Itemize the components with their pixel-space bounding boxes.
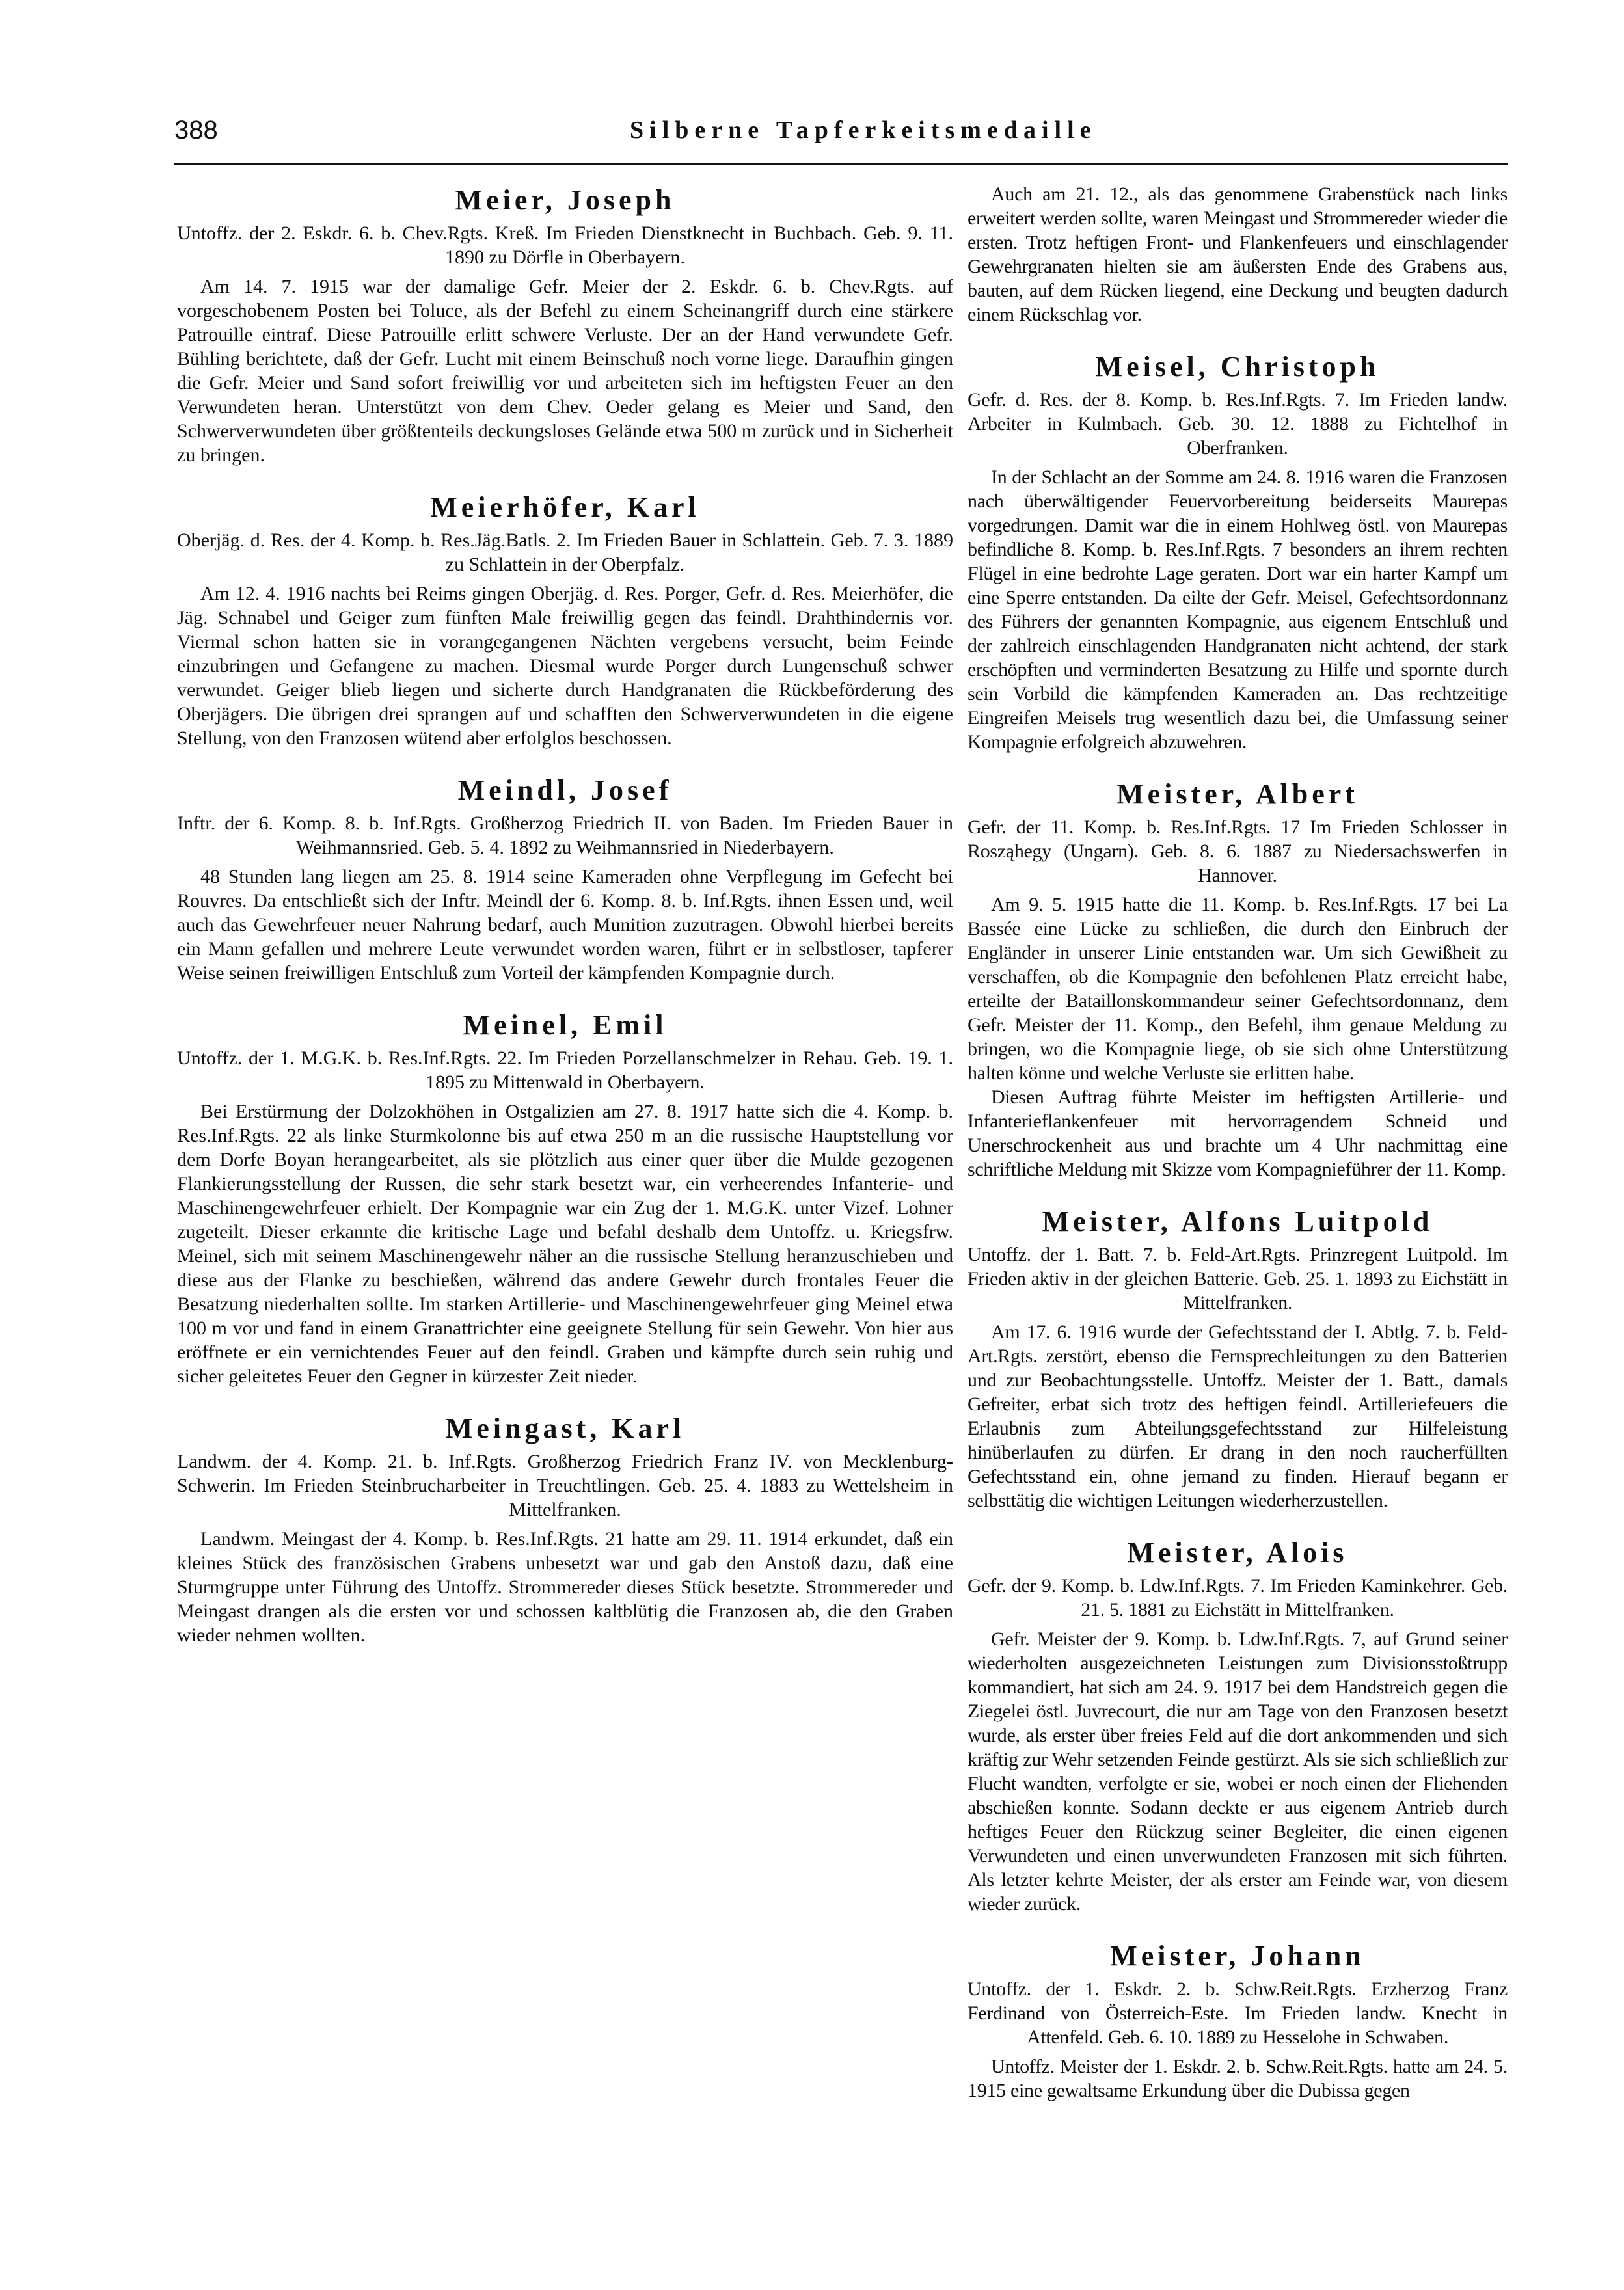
right-column (968, 182, 1508, 2103)
entry-name: Meister, Johann (1110, 1940, 1365, 1972)
entry-name: Meister, Alois (1127, 1537, 1348, 1569)
entry-info: Landwm. der 4. Komp. 21. b. Inf.Rgts. Großherzog Friedrich Franz IV. von Mecklenburg-Schwerin. Im Frieden Steinbrucharbeiter in Treuchtlingen. Geb. 25. 4. 1883 zu Wettelsheim in Mittelfranken. (177, 1451, 953, 1520)
entry-body: Am 14. 7. 1915 war der damalige Gefr. Meier der 2. Eskdr. 6. b. Chev.Rgts. auf vorgeschobenem Posten bei Toluce, als der Befehl zu einem Scheinangriff durch eine stärkere Patrouille eintraf. Diese Patrouille erlitt schwere Verluste. Der an der Hand verwundete Gefr. Bühling berichtete, daß der Gefr. Lucht mit einem Beinschuß noch vorne liege. Daraufhin gingen die Gefr. Meier und Sand sofort freiwillig vor und arbeiteten sich im heftigsten Feuer an den Verwundeten heran. Unterstützt von dem Chev. Oeder gelang es Meier und Sand, den Schwerverwundeten über größtenteils deckungsloses Gelände etwa 500 m zurück und in Sicherheit zu bringen. (177, 276, 953, 466)
header-rule (174, 163, 1508, 165)
entry (968, 349, 1508, 754)
entry-info: Gefr. der 9. Komp. b. Ldw.Inf.Rgts. 7. Im Frieden Kaminkehrer. Geb. 21. 5. 1881 zu Eichstätt in Mittelfranken. (968, 1575, 1508, 1621)
entry (968, 1535, 1508, 1916)
entry (968, 1204, 1508, 1513)
entry-info: Untoffz. der 1. M.G.K. b. Res.Inf.Rgts. 22. Im Frieden Porzellanschmelzer in Rehau. Geb. 19. 1. 1895 zu Mittenwald in Oberbayern. (177, 1047, 953, 1093)
entry-body: Diesen Auftrag führte Meister im heftigsten Artillerie- und Infanterieflankenfeuer mit hervorragendem Schneid und Unerschrockenheit aus und brachte um 4 Uhr nachmittag eine schriftliche Meldung mit Skizze vom Kompagnieführer der 11. Komp. (968, 1086, 1508, 1180)
page-header (174, 116, 1508, 155)
entry-body: Am 9. 5. 1915 hatte die 11. Komp. b. Res.Inf.Rgts. 17 bei La Bassée eine Lücke zu schließen, die durch den Einbruch der Engländer in unserer Linie entstanden war. Um sich Gewißheit zu verschaffen, ob die Kompagnie den befohlenen Platz erreicht habe, erteilte der Bataillonskommandeur seiner Gefechtsordonnanz, dem Gefr. Meister der 11. Komp., den Befehl, ihm genaue Meldung zu bringen, wo die Kompagnie liege, ob sie sich ohne Unterstützung halten könne und welche Verluste sie erlitten habe. (968, 894, 1508, 1084)
entry-body: Bei Erstürmung der Dolzokhöhen in Ostgalizien am 27. 8. 1917 hatte sich die 4. Komp. b. Res.Inf.Rgts. 22 als linke Sturmkolonne bis auf etwa 250 m an die russische Hauptstellung vor dem Dorfe Boyan herangearbeitet, als sie plötzlich aus einer quer über die Mulde gezogenen Flankierungsstellung der Russen, die sehr stark besetzt war, ein verheerendes Infanterie- und Maschinengewehrfeuer erhielt. Der Kompagnie war ein Zug der 1. M.G.K. unter Vizef. Lohner zugeteilt. Dieser erkannte die kritische Lage und befahl deshalb dem Untoffz. u. Kriegsfrw. Meinel, sich mit seinem Maschinengewehr näher an die russische Stellung heranzuschieben und diese aus der Flanke zu beschießen, während das andere Gewehr durch frontales Feuer die Besatzung niederhalten sollte. Im starken Artillerie- und Maschinengewehrfeuer ging Meinel etwa 100 m vor und fand in einem Granattrichter eine geeignete Stellung für sein Gewehr. Von hier aus eröffnete er ein vernichtendes Feuer auf den feindl. Graben und kämpfte durch sein ruhig und sicher geleitetes Feuer den Gegner in kürzester Zeit nieder. (177, 1101, 953, 1387)
entry (968, 776, 1508, 1181)
entry-body: Untoffz. Meister der 1. Eskdr. 2. b. Schw.Reit.Rgts. hatte am 24. 5. 1915 eine gewaltsame Erkundung über die Dubissa gegen (968, 2056, 1508, 2101)
entry-name: Meindl, Josef (457, 774, 673, 806)
entry-info: Untoffz. der 1. Batt. 7. b. Feld-Art.Rgts. Prinzregent Luitpold. Im Frieden aktiv in der gleichen Batterie. Geb. 25. 1. 1893 zu Eichstätt in Mittelfranken. (968, 1244, 1508, 1313)
entry-body: 48 Stunden lang liegen am 25. 8. 1914 seine Kameraden ohne Verpflegung im Gefecht bei Rouvres. Da entschließt sich der Inftr. Meindl der 6. Komp. 8. b. Inf.Rgts. ihnen Essen und, weil auch das Gewehrfeuer neuer Nahrung bedarf, auch Munition zuzutragen. Obwohl hierbei bereits ein Mann gefallen und mehrere Leute verwundet worden waren, führt er in selbstloser, tapferer Weise seinen freiwilligen Entschluß zum Vorteil der kämpfenden Kompagnie durch. (177, 866, 953, 984)
entry (177, 1410, 953, 1647)
entry (177, 772, 953, 985)
entry (177, 182, 953, 467)
entry-body: Am 12. 4. 1916 nachts bei Reims gingen Oberjäg. d. Res. Porger, Gefr. d. Res. Meierhöfer, die Jäg. Schnabel und Geiger zum fünften Male freiwillig gegen das feindl. Drahthindernis vor. Viermal schon hatten sie in vorangegangenen Nächten vergebens versucht, beim Feinde einzubringen und Gefangene zu machen. Diesmal wurde Porger durch Lungenschuß schwer verwundet. Geiger blieb liegen und sicherte durch Handgranaten die Rückbeförderung des Oberjägers. Die übrigen drei sprangen auf und schafften den Schwerverwundeten in die eigene Stellung, von den Franzosen wütend aber erfolglos beschossen. (177, 583, 953, 749)
entry-body: Landwm. Meingast der 4. Komp. b. Res.Inf.Rgts. 21 hatte am 29. 11. 1914 erkundet, daß ein kleines Stück des französischen Grabens unbesetzt war und gab den Anstoß dazu, daß eine Sturmgruppe unter Führung des Untoffz. Strommereder dieses Stück besetzte. Strommereder und Meingast drangen als die ersten vor und schossen kaltblütig die Franzosen ab, die den Graben wieder nehmen wollten. (177, 1528, 953, 1646)
entry-info: Untoffz. der 1. Eskdr. 2. b. Schw.Reit.Rgts. Erzherzog Franz Ferdinand von Österreich-Este. Im Frieden landw. Knecht in Attenfeld. Geb. 6. 10. 1889 zu Hesselohe in Schwaben. (968, 1978, 1508, 2048)
entry-name: Meier, Joseph (455, 184, 675, 216)
entry-name: Meierhöfer, Karl (430, 491, 700, 523)
entry-name: Meister, Alfons Luitpold (1042, 1206, 1433, 1237)
entry-info: Gefr. der 11. Komp. b. Res.Inf.Rgts. 17 Im Frieden Schlosser in Rosząhegy (Ungarn). Geb. 8. 6. 1887 zu Niedersachswerfen in Hannover. (968, 816, 1508, 886)
entry-name: Meinel, Emil (463, 1009, 668, 1041)
entry-name: Meisel, Christoph (1095, 351, 1380, 383)
entry-info: Untoffz. der 2. Eskdr. 6. b. Chev.Rgts. Kreß. Im Frieden Dienstknecht in Buchbach. Geb. 9. 11. 1890 zu Dörfle in Oberbayern. (177, 222, 953, 268)
entry-info: Oberjäg. d. Res. der 4. Komp. b. Res.Jäg.Batls. 2. Im Frieden Bauer in Schlattein. Geb. 7. 3. 1889 zu Schlattein in der Oberpfalz. (177, 530, 953, 575)
page-number: 388 (174, 116, 218, 144)
entry-info: Inftr. der 6. Komp. 8. b. Inf.Rgts. Großherzog Friedrich II. von Baden. Im Frieden Bauer in Weihmannsried. Geb. 5. 4. 1892 zu Weihmannsried in Niederbayern. (177, 813, 953, 858)
entry-body: Gefr. Meister der 9. Komp. b. Ldw.Inf.Rgts. 7, auf Grund seiner wiederholten ausgezeichneten Leistungen zum Divisionsstoßtrupp kommandiert, hat sich am 24. 9. 1917 bei dem Handstreich gegen die Ziegelei östl. Juvrecourt, die nur am Tage von den Franzosen besetzt wurde, als erster über freies Feld auf die dort ankommenden und sich kräftig zur Wehr setzenden Feinde gestürzt. Als sie sich schließlich zur Flucht wandten, verfolgte er sie, wobei er noch einen der Fliehenden abschießen konnte. Sodann deckte er aus eigenem Antrieb durch heftiges Feuer den Rückzug seiner Begleiter, die einen eigenen Verwundeten und einen unverwundeten Franzosen mit sich führten. Als letzter kehrte Meister, der als erster am Feinde war, von diesem wieder zurück. (968, 1628, 1508, 1915)
entry (177, 489, 953, 750)
entry (968, 1938, 1508, 2103)
left-column (177, 182, 953, 1647)
entry-body: In der Schlacht an der Somme am 24. 8. 1916 waren die Franzosen nach überwältigender Feuervorbereitung beiderseits Maurepas vorgedrungen. Damit war die in einem Hohlweg östl. von Maurepas befindliche 8. Komp. b. Res.Inf.Rgts. 7 besonders an ihrem rechten Flügel in eine bedrohte Lage geraten. Dort war ein harter Kampf um eine Sperre entstanden. Da eilte der Gefr. Meisel, Gefechtsordonnanz des Führers der genannten Kompagnie, aus eigenem Entschluß und der zahlreich einschlagenden Handgranaten nicht achtend, der stark erschöpften und verminderten Besatzung zu Hilfe und spornte durch sein Vorbild die kämpfenden Kameraden an. Das rechtzeitige Eingreifen Meisels trug wesentlich dazu bei, die Umfassung seiner Kompagnie erfolgreich abzuwehren. (968, 466, 1508, 753)
entry-body: Am 17. 6. 1916 wurde der Gefechtsstand der I. Abtlg. 7. b. Feld-Art.Rgts. zerstört, ebenso die Fernsprechleitungen zu den Batterien und zur Beobachtungsstelle. Untoffz. Meister der 1. Batt., damals Gefreiter, erbat sich trotz des heftigen feindl. Artilleriefeuers die Erlaubnis zum Abteilungsgefechtsstand zur Hilfeleistung hinüberlaufen zu dürfen. Er drang in den noch raucherfüllten Gefechtsstand ein, ohne jemand zu finden. Hierauf begann er selbsttätig die wichtigen Leitungen wiederherzustellen. (968, 1321, 1508, 1511)
entry-name: Meingast, Karl (445, 1412, 685, 1444)
entry-continuation (968, 182, 1508, 327)
entry-info: Gefr. d. Res. der 8. Komp. b. Res.Inf.Rgts. 7. Im Frieden landw. Arbeiter in Kulmbach. Geb. 30. 12. 1888 zu Fichtelhof in Oberfranken. (968, 389, 1508, 459)
entry (177, 1007, 953, 1388)
running-title: Silberne Tapferkeitsmedaille (630, 116, 1097, 144)
entry-name: Meister, Albert (1116, 778, 1359, 810)
entry-body: Auch am 21. 12., als das genommene Grabenstück nach links erweitert werden sollte, waren Meingast und Strommereder wieder die ersten. Trotz heftigen Front- und Flankenfeuers und einschlagender Gewehrgranaten hielten sie am äußersten Ende des Grabens aus, bauten, auf dem Rücken liegend, eine Deckung und beugten dadurch einem Rückschlag vor. (968, 183, 1508, 325)
